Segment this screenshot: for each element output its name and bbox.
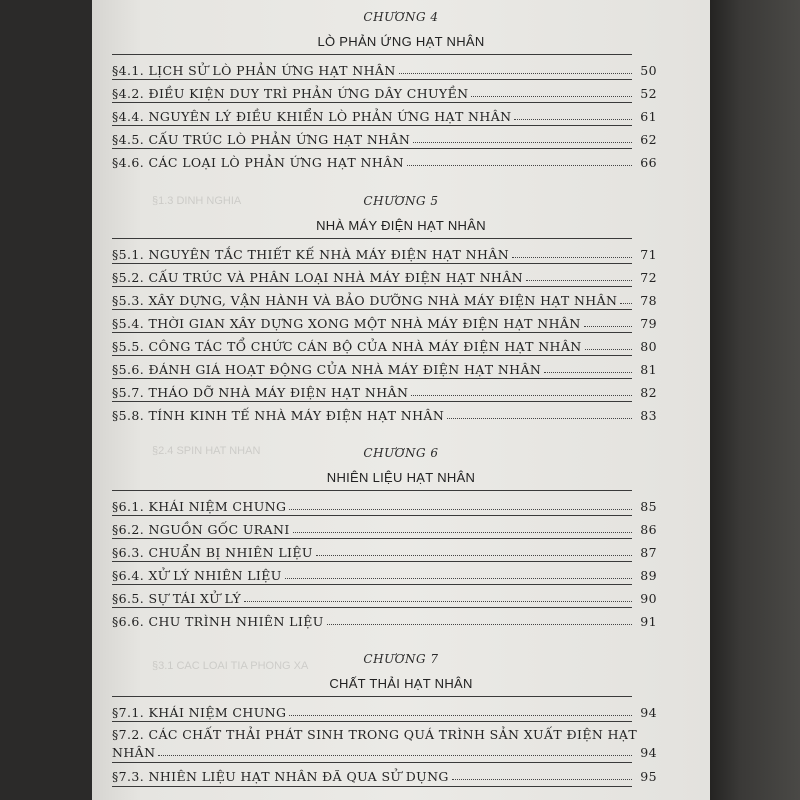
entry-title: §6.3. CHUẨN BỊ NHIÊN LIỆU — [112, 545, 313, 560]
dot-leader — [158, 755, 632, 756]
dot-leader — [316, 555, 632, 556]
toc-entry[interactable] — [112, 58, 657, 78]
dot-leader — [584, 326, 632, 327]
toc-entry[interactable] — [112, 150, 657, 170]
toc-entry[interactable] — [112, 517, 657, 537]
entry-title: §6.6. CHU TRÌNH NHIÊN LIỆU — [112, 614, 324, 629]
toc-entry[interactable] — [112, 265, 657, 285]
toc-entry[interactable] — [112, 764, 657, 784]
toc-entry[interactable] — [112, 494, 657, 514]
entry-title: §5.5. CÔNG TÁC TỔ CHỨC CÁN BỘ CỦA NHÀ MÁY ĐIỆN HẠT NHÂN — [112, 339, 582, 354]
divider — [112, 401, 632, 402]
entry-title: §5.7. THÁO DỠ NHÀ MÁY ĐIỆN HẠT NHÂN — [112, 385, 409, 400]
chapter-5-number: CHƯƠNG 5 — [363, 194, 439, 208]
entry-page: 94 — [640, 705, 657, 720]
divider — [112, 263, 632, 264]
dot-leader — [471, 96, 632, 97]
entry-title: §4.6. CÁC LOẠI LÒ PHẢN ỨNG HẠT NHÂN — [112, 155, 404, 170]
dot-leader — [244, 601, 632, 602]
entry-title: §5.4. THỜI GIAN XÂY DỰNG XONG MỘT NHÀ MÁY ĐIỆN HẠT NHÂN — [112, 316, 581, 331]
dot-leader — [285, 578, 632, 579]
dot-leader — [447, 418, 632, 419]
entry-title: §4.5. CẤU TRÚC LÒ PHẢN ỨNG HẠT NHÂN — [112, 132, 411, 147]
entry-title: §5.8. TÍNH KINH TẾ NHÀ MÁY ĐIỆN HẠT NHÂN — [112, 408, 445, 423]
chapter-4-title: LÒ PHẢN ỨNG HẠT NHÂN — [317, 34, 485, 49]
entry-title: §6.1. KHÁI NIỆM CHUNG — [112, 499, 287, 514]
dot-leader — [514, 119, 632, 120]
toc-entry[interactable] — [112, 311, 657, 331]
dot-leader — [289, 509, 632, 510]
divider — [112, 286, 632, 287]
divider — [112, 54, 632, 55]
entry-title: §7.3. NHIÊN LIỆU HẠT NHÂN ĐÃ QUA SỬ DỤNG — [112, 769, 449, 784]
toc-entry[interactable] — [112, 722, 657, 742]
toc-entry[interactable] — [112, 127, 657, 147]
entry-title: §6.2. NGUỒN GỐC URANI — [112, 522, 290, 537]
entry-page: 52 — [640, 86, 657, 101]
entry-page: 85 — [640, 499, 657, 514]
divider — [112, 515, 632, 516]
toc-entry[interactable] — [112, 540, 657, 560]
divider — [112, 332, 632, 333]
divider — [112, 355, 632, 356]
divider — [112, 607, 632, 608]
dot-leader — [289, 715, 632, 716]
entry-page: 82 — [640, 385, 657, 400]
divider — [112, 561, 632, 562]
toc-entry[interactable] — [112, 609, 657, 629]
divider — [112, 584, 632, 585]
entry-page: 86 — [640, 522, 657, 537]
divider — [112, 125, 632, 126]
entry-page: 95 — [640, 769, 657, 784]
dot-leader — [526, 280, 632, 281]
toc-entry[interactable] — [112, 104, 657, 124]
dot-leader — [411, 395, 632, 396]
dot-leader — [544, 372, 632, 373]
chapter-4-number: CHƯƠNG 4 — [363, 10, 439, 24]
entry-title: §5.1. NGUYÊN TẮC THIẾT KẾ NHÀ MÁY ĐIỆN HẠT NHÂN — [112, 247, 510, 262]
entry-page: 81 — [640, 362, 657, 377]
entry-title: §5.6. ĐÁNH GIÁ HOẠT ĐỘNG CỦA NHÀ MÁY ĐIỆN HẠT NHÂN — [112, 362, 542, 377]
toc-entry[interactable] — [112, 334, 657, 354]
entry-page: 71 — [640, 247, 657, 262]
entry-title-continued: NHÂN — [112, 745, 156, 760]
entry-title: §6.4. XỬ LÝ NHIÊN LIỆU — [112, 568, 282, 583]
dot-leader — [512, 257, 632, 258]
divider — [112, 490, 632, 491]
divider — [112, 762, 632, 763]
entry-title: §4.2. ĐIỀU KIỆN DUY TRÌ PHẢN ỨNG DÂY CHUYỀN — [112, 86, 469, 101]
divider — [112, 79, 632, 80]
entry-title: §7.2. CÁC CHẤT THẢI PHÁT SINH TRONG QUÁ TRÌNH SẢN XUẤT ĐIỆN HẠT — [112, 727, 638, 742]
entry-page: 80 — [640, 339, 657, 354]
toc-entry[interactable] — [112, 242, 657, 262]
entry-page: 87 — [640, 545, 657, 560]
entry-title: §5.2. CẤU TRÚC VÀ PHÂN LOẠI NHÀ MÁY ĐIỆN HẠT NHÂN — [112, 270, 523, 285]
chapter-6-title: NHIÊN LIỆU HẠT NHÂN — [326, 470, 476, 485]
toc-entry[interactable] — [112, 357, 657, 377]
toc-entry-continued[interactable] — [112, 740, 657, 760]
divider — [112, 309, 632, 310]
entry-page: 94 — [640, 745, 657, 760]
entry-title: §6.5. SỰ TÁI XỬ LÝ — [112, 591, 242, 606]
entry-page: 90 — [640, 591, 657, 606]
facing-page-edge — [700, 0, 800, 800]
entry-page: 50 — [640, 63, 657, 78]
chapter-6-number: CHƯƠNG 6 — [363, 446, 439, 460]
dot-leader — [413, 142, 632, 143]
dot-leader — [585, 349, 632, 350]
dot-leader — [399, 73, 632, 74]
toc-page: §1.3 DINH NGHIA §2.4 SPIN HAT NHAN §3.1 CAC LOAI TIA PHONG XA CHƯƠNG 4 LÒ PHẢN ỨNG HẠT NHÂN §4.1. LỊCH SỬ LÒ PHẢN ỨNG HẠT NHÂN 50 §4.2. ĐIỀU KIỆN DUY TRÌ PHẢN ỨNG DÂY CHUYỀN 52 §4.4. NGUYÊN LÝ ĐIỀU KHIỂN LÒ PHẢN ỨNG HẠT NHÂN 61 §4.5. CẤU TRÚC LÒ PHẢN ỨNG HẠT NHÂN 62 §4.6. CÁC LOẠI LÒ PHẢN ỨNG HẠT NHÂN 66 CHƯƠNG 5 NHÀ MÁY ĐIỆN HẠT NHÂN §5.1. NGUYÊN TẮC THIẾT KẾ NHÀ MÁY ĐIỆN HẠT NHÂN 71 §5.2. CẤU TRÚC VÀ PHÂN LOẠI NHÀ MÁY ĐIỆN HẠT NHÂN 72 §5.3. XÂY DỰNG, VẬN HÀNH VÀ BẢO DƯỠNG NHÀ MÁY ĐIỆN HẠT NHÂN 78 §5.4. THỜI GIAN XÂY DỰNG XONG MỘT NHÀ MÁY ĐIỆN HẠT NHÂN 79 §5.5. CÔNG TÁC TỔ CHỨC CÁN BỘ CỦA NHÀ MÁY ĐIỆN HẠT NHÂN 80 §5.6. ĐÁNH GIÁ HOẠT ĐỘNG CỦA NHÀ MÁY ĐIỆN HẠT NHÂN 81 §5.7. THÁO DỠ NHÀ MÁY ĐIỆN HẠT NHÂN 82 §5.8. TÍNH KINH TẾ NHÀ MÁY ĐIỆN HẠT NHÂN 83 CHƯƠNG 6 NHIÊN LIỆU HẠT NHÂN §6.1. KHÁI NIỆM CHUNG 85 §6.2. NGUỒN GỐC URANI 86 §6.3. CHUẨN BỊ NHIÊN LIỆU 87 §6.4. XỬ LÝ NHIÊN LIỆU 89 §6.5. SỰ TÁI XỬ LÝ 90 §6.6. CHU TRÌNH NHIÊN LIỆU 91 CHƯƠNG 7 CHẤT THẢI HẠT NHÂN §7.1. KHÁI NIỆM CHUNG 94 §7.2. CÁC CHẤT THẢI PHÁT SINH TRONG QUÁ TRÌNH SẢN XUẤT ĐIỆN HẠT NHÂN 94 §7.3. NHIÊN LIỆU HẠT NHÂN ĐÃ QUA SỬ DỤNG 95 — [92, 0, 710, 800]
dot-leader — [327, 624, 632, 625]
divider — [112, 238, 632, 239]
dot-leader — [293, 532, 632, 533]
toc-entry[interactable] — [112, 380, 657, 400]
divider — [112, 378, 632, 379]
toc-entry[interactable] — [112, 288, 657, 308]
toc-entry[interactable] — [112, 700, 657, 720]
entry-page: 89 — [640, 568, 657, 583]
chapter-7-title: CHẤT THẢI HẠT NHÂN — [329, 676, 473, 691]
entry-page: 91 — [640, 614, 657, 629]
toc-entry[interactable] — [112, 563, 657, 583]
dot-leader — [620, 303, 632, 304]
divider — [112, 696, 632, 697]
entry-title: §4.1. LỊCH SỬ LÒ PHẢN ỨNG HẠT NHÂN — [112, 63, 396, 78]
entry-page: 79 — [640, 316, 657, 331]
entry-page: 72 — [640, 270, 657, 285]
entry-page: 66 — [640, 155, 657, 170]
dot-leader — [452, 779, 632, 780]
chapter-5-title: NHÀ MÁY ĐIỆN HẠT NHÂN — [316, 218, 486, 233]
toc-entry[interactable] — [112, 403, 657, 423]
divider — [112, 786, 632, 787]
divider — [112, 102, 632, 103]
entry-title: §7.1. KHÁI NIỆM CHUNG — [112, 705, 287, 720]
entry-title: §4.4. NGUYÊN LÝ ĐIỀU KHIỂN LÒ PHẢN ỨNG HẠT NHÂN — [112, 109, 512, 124]
entry-page: 62 — [640, 132, 657, 147]
entry-page: 83 — [640, 408, 657, 423]
divider — [112, 148, 632, 149]
toc-entry[interactable] — [112, 81, 657, 101]
chapter-7-number: CHƯƠNG 7 — [363, 652, 439, 666]
entry-title: §5.3. XÂY DỰNG, VẬN HÀNH VÀ BẢO DƯỠNG NHÀ MÁY ĐIỆN HẠT NHÂN — [112, 293, 618, 308]
toc-entry[interactable] — [112, 586, 657, 606]
entry-page: 78 — [640, 293, 657, 308]
entry-page: 61 — [640, 109, 657, 124]
divider — [112, 538, 632, 539]
dot-leader — [407, 165, 632, 166]
